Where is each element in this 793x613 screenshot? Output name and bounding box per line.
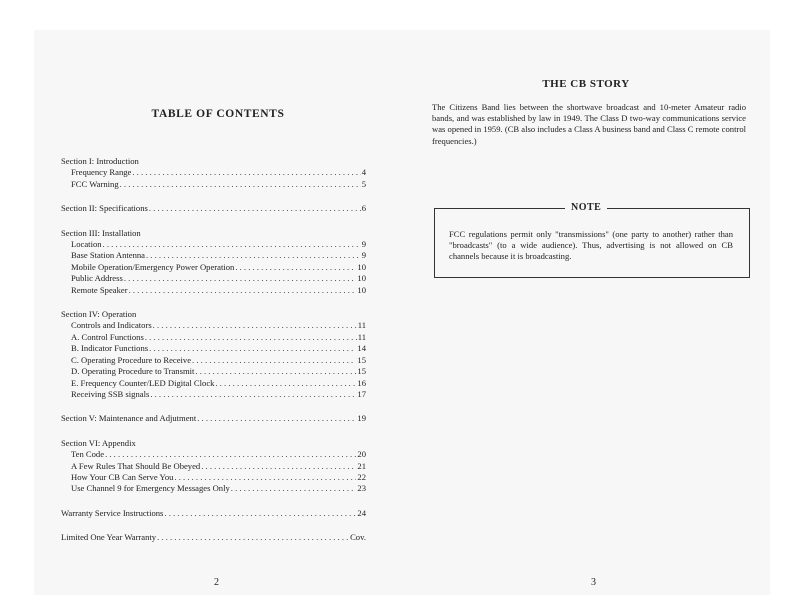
toc-entry	[61, 320, 366, 331]
toc-leader-dots	[145, 332, 357, 343]
toc-entry-label: FCC Warning	[71, 178, 119, 189]
toc-leader-dots	[235, 262, 356, 273]
toc-leader-dots	[231, 483, 357, 494]
toc-entry-page: 19	[357, 413, 366, 424]
toc-entry-label: D. Operating Procedure to Transmit	[71, 366, 195, 377]
toc-entry	[61, 508, 366, 519]
toc-entry-page: 15	[357, 366, 366, 377]
toc-entry-label: Location	[71, 239, 102, 250]
toc-entry	[61, 250, 366, 261]
toc-leader-dots	[157, 532, 349, 543]
toc-entry-label: Section II: Specifications	[61, 203, 148, 214]
toc-entry-label: Ten Code	[71, 449, 105, 460]
toc-leader-dots	[150, 389, 356, 400]
toc-entry-label: Controls and Indicators	[71, 320, 152, 331]
toc-entry	[61, 285, 366, 296]
toc-entry	[61, 472, 366, 483]
toc-entry-label: Section V: Maintenance and Adjutment	[61, 413, 197, 424]
toc-entry-page: Cov.	[350, 532, 366, 543]
toc-entry-label: Mobile Operation/Emergency Power Operation	[71, 261, 235, 272]
toc-leader-dots	[201, 461, 356, 472]
toc-leader-dots	[132, 167, 360, 178]
toc-entry-page: 9	[361, 239, 366, 250]
toc-entry-page: 21	[357, 460, 366, 471]
toc-entry-label: Warranty Service Instructions	[61, 507, 164, 518]
toc-entry-page: 20	[357, 449, 366, 460]
manual-spread	[34, 30, 770, 595]
toc-section	[61, 309, 366, 400]
toc-entry	[61, 355, 366, 366]
toc-section-heading: Section I: Introduction	[61, 156, 139, 166]
toc-entry-page: 23	[357, 483, 366, 494]
toc-entry	[61, 343, 366, 354]
toc-leader-dots	[192, 355, 356, 366]
toc-entry-label: E. Frequency Counter/LED Digital Clock	[71, 377, 215, 388]
toc-entry-label: B. Indicator Functions	[71, 343, 149, 354]
toc-entry	[61, 389, 366, 400]
toc-title: TABLE OF CONTENTS	[151, 108, 285, 120]
toc-entry-label: A. Control Functions	[71, 331, 144, 342]
toc-entry	[61, 179, 366, 190]
toc-entry-label: Frequency Range	[71, 167, 132, 178]
toc-entry-page: 15	[357, 354, 366, 365]
toc-section-heading: Section VI: Appendix	[61, 437, 136, 448]
toc-leader-dots	[103, 239, 361, 250]
toc-entry-page: 5	[361, 178, 366, 189]
toc-entry	[61, 413, 366, 424]
story-title: THE CB STORY	[542, 78, 630, 90]
right-page	[402, 30, 770, 595]
toc-section	[61, 413, 366, 424]
toc-entry	[61, 203, 366, 214]
toc-leader-dots	[164, 508, 356, 519]
toc-entry-label: Public Address	[71, 273, 123, 284]
toc-section-heading: Section IV: Operation	[61, 309, 137, 320]
story-body: The Citizens Band lies between the shortwave broadcast and 10-meter Amateur radio bands, and was established by law in 1949. The Class D two-way communications service was opened in 1959. (CB also includes a Class A business band and Class C remote control frequencies.)	[432, 102, 746, 146]
toc-entry	[61, 239, 366, 250]
toc-entry-page: 11	[357, 320, 366, 331]
toc-entry-page: 4	[361, 167, 366, 178]
toc-entry-page: 17	[357, 388, 366, 399]
toc-entry-label: Use Channel 9 for Emergency Messages Only	[71, 483, 230, 494]
note-label: NOTE	[565, 202, 607, 213]
toc-leader-dots	[153, 320, 357, 331]
toc-section	[61, 438, 366, 495]
toc-leader-dots	[124, 273, 357, 284]
toc-entry	[61, 378, 366, 389]
toc-entry-label: A Few Rules That Should Be Obeyed	[71, 460, 201, 471]
toc-entry	[61, 461, 366, 472]
toc-section-heading: Section III: Installation	[61, 227, 141, 238]
toc-entry	[61, 262, 366, 273]
toc-section	[61, 203, 366, 214]
toc-section	[61, 228, 366, 296]
toc-leader-dots	[149, 343, 356, 354]
toc-entry-label: How Your CB Can Serve You	[71, 471, 174, 482]
toc-leader-dots	[174, 472, 356, 483]
left-page	[34, 30, 402, 595]
page-number-left: 2	[214, 577, 219, 588]
toc-section	[61, 156, 366, 190]
toc-leader-dots	[197, 413, 356, 424]
toc-entry-page: 16	[357, 377, 366, 388]
toc-entry-page: 22	[357, 471, 366, 482]
toc-leader-dots	[105, 449, 356, 460]
toc-entry	[61, 332, 366, 343]
toc-entry	[61, 449, 366, 460]
toc-entry-page: 9	[361, 250, 366, 261]
toc-leader-dots	[146, 250, 361, 261]
toc-entry-page: 10	[357, 284, 366, 295]
toc-entry-page: 24	[357, 507, 366, 518]
note-box	[434, 202, 750, 278]
toc-entry-label: Base Station Antenna	[71, 250, 145, 261]
toc-entry-page: 6	[361, 203, 366, 214]
note-text: FCC regulations permit only "transmissions" (one party to another) rather than "broadcasts" (to a wide audience). Thus, advertising is not allowed on CB channels because it is broadcasting.	[449, 229, 733, 262]
toc-leader-dots	[129, 285, 357, 296]
toc-entry-page: 10	[357, 273, 366, 284]
table-of-contents	[61, 156, 366, 557]
toc-entry-label: Remote Speaker	[71, 284, 128, 295]
toc-section	[61, 532, 366, 543]
toc-entry	[61, 273, 366, 284]
toc-entry-page: 10	[357, 261, 366, 272]
toc-leader-dots	[195, 366, 356, 377]
toc-entry	[61, 483, 366, 494]
toc-entry-label: Limited One Year Warranty	[61, 532, 157, 543]
toc-leader-dots	[149, 203, 361, 214]
toc-section	[61, 508, 366, 519]
toc-entry	[61, 366, 366, 377]
toc-entry	[61, 532, 366, 543]
toc-entry	[61, 167, 366, 178]
page-number-right: 3	[591, 577, 596, 588]
toc-entry-page: 14	[357, 343, 366, 354]
toc-leader-dots	[215, 378, 356, 389]
toc-entry-label: C. Operating Procedure to Receive	[71, 354, 192, 365]
toc-entry-page: 11	[357, 331, 366, 342]
toc-leader-dots	[120, 179, 361, 190]
toc-entry-label: Receiving SSB signals	[71, 388, 150, 399]
